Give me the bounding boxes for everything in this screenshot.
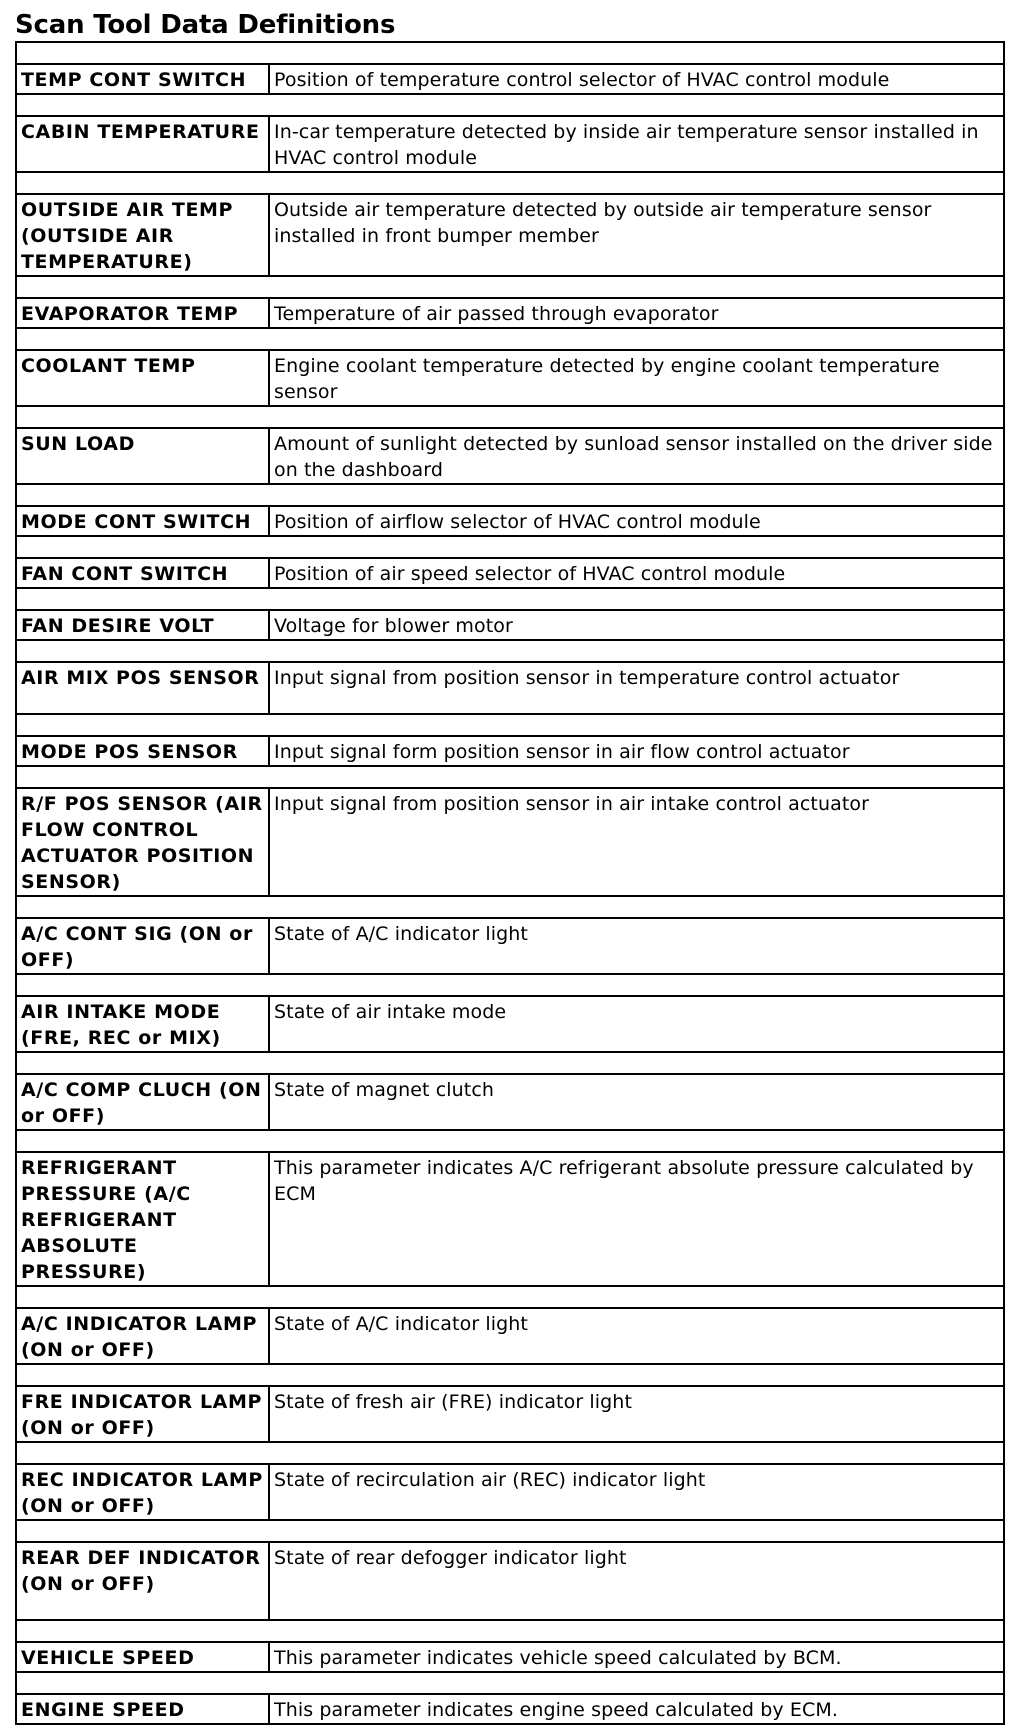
spacer-row (16, 1442, 1004, 1464)
table-row (16, 1694, 1004, 1724)
definition-cell: State of A/C indicator light (269, 918, 1004, 974)
spacer-row (16, 1052, 1004, 1074)
definition-cell: Input signal from position sensor in temperature control actuator (269, 662, 1004, 714)
spacer-row (16, 172, 1004, 194)
spacer-row (16, 588, 1004, 610)
spacer-row (16, 896, 1004, 918)
table-row (16, 788, 1004, 896)
definition-cell: Voltage for blower motor (269, 610, 1004, 640)
page-title: Scan Tool Data Definitions (15, 10, 396, 40)
definition-cell: State of fresh air (FRE) indicator light (269, 1386, 1004, 1442)
table-row (16, 558, 1004, 588)
definition-cell: State of A/C indicator light (269, 1308, 1004, 1364)
table-row (16, 116, 1004, 172)
definitions-table (15, 41, 1005, 1725)
term-cell: AIR MIX POS SENSOR (16, 662, 269, 714)
definition-cell: Input signal form position sensor in air flow control actuator (269, 736, 1004, 766)
table-row (16, 662, 1004, 714)
table-row (16, 996, 1004, 1052)
term-cell: MODE CONT SWITCH (16, 506, 269, 536)
term-cell: COOLANT TEMP (16, 350, 269, 406)
table-row (16, 1642, 1004, 1672)
table-row (16, 1386, 1004, 1442)
term-cell: ENGINE SPEED (16, 1694, 269, 1724)
term-cell: REAR DEF INDICATOR (ON or OFF) (16, 1542, 269, 1620)
term-cell: VEHICLE SPEED (16, 1642, 269, 1672)
spacer-row (16, 1364, 1004, 1386)
definition-cell: Outside air temperature detected by outside air temperature sensor installed in front bumper member (269, 194, 1004, 276)
definition-cell: State of magnet clutch (269, 1074, 1004, 1130)
spacer-row (16, 1286, 1004, 1308)
table-row (16, 610, 1004, 640)
spacer-row (16, 1520, 1004, 1542)
term-cell: REC INDICATOR LAMP (ON or OFF) (16, 1464, 269, 1520)
spacer-row (16, 42, 1004, 64)
term-cell: FAN DESIRE VOLT (16, 610, 269, 640)
spacer-row (16, 766, 1004, 788)
spacer-row (16, 1672, 1004, 1694)
table-row (16, 428, 1004, 484)
spacer-row (16, 276, 1004, 298)
spacer-row (16, 536, 1004, 558)
table-row (16, 350, 1004, 406)
table-row (16, 1542, 1004, 1620)
definition-cell: This parameter indicates vehicle speed calculated by BCM. (269, 1642, 1004, 1672)
definition-cell: State of rear defogger indicator light (269, 1542, 1004, 1620)
spacer-row (16, 974, 1004, 996)
table-row (16, 1152, 1004, 1286)
term-cell: A/C COMP CLUCH (ON or OFF) (16, 1074, 269, 1130)
table-row (16, 64, 1004, 94)
definition-cell: Engine coolant temperature detected by engine coolant temperature sensor (269, 350, 1004, 406)
term-cell: REFRIGERANT PRESSURE (A/C REFRIGERANT ABSOLUTE PRESSURE) (16, 1152, 269, 1286)
term-cell: CABIN TEMPERATURE (16, 116, 269, 172)
table-row (16, 298, 1004, 328)
definition-cell: State of recirculation air (REC) indicator light (269, 1464, 1004, 1520)
term-cell: AIR INTAKE MODE (FRE, REC or MIX) (16, 996, 269, 1052)
table-row (16, 918, 1004, 974)
term-cell: MODE POS SENSOR (16, 736, 269, 766)
definition-cell: In-car temperature detected by inside air temperature sensor installed in HVAC control module (269, 116, 1004, 172)
definition-cell: State of air intake mode (269, 996, 1004, 1052)
spacer-row (16, 94, 1004, 116)
spacer-row (16, 640, 1004, 662)
table-row (16, 736, 1004, 766)
spacer-row (16, 714, 1004, 736)
definition-cell: Position of air speed selector of HVAC control module (269, 558, 1004, 588)
term-cell: A/C CONT SIG (ON or OFF) (16, 918, 269, 974)
table-row (16, 1074, 1004, 1130)
definition-cell: This parameter indicates engine speed calculated by ECM. (269, 1694, 1004, 1724)
definition-cell: Input signal from position sensor in air intake control actuator (269, 788, 1004, 896)
definition-cell: Position of airflow selector of HVAC control module (269, 506, 1004, 536)
term-cell: R/F POS SENSOR (AIR FLOW CONTROL ACTUATOR POSITION SENSOR) (16, 788, 269, 896)
term-cell: SUN LOAD (16, 428, 269, 484)
term-cell: A/C INDICATOR LAMP (ON or OFF) (16, 1308, 269, 1364)
table-row (16, 1308, 1004, 1364)
spacer-row (16, 406, 1004, 428)
term-cell: FRE INDICATOR LAMP (ON or OFF) (16, 1386, 269, 1442)
term-cell: EVAPORATOR TEMP (16, 298, 269, 328)
term-cell: FAN CONT SWITCH (16, 558, 269, 588)
definition-cell: This parameter indicates A/C refrigerant absolute pressure calculated by ECM (269, 1152, 1004, 1286)
definition-cell: Position of temperature control selector of HVAC control module (269, 64, 1004, 94)
spacer-row (16, 1130, 1004, 1152)
spacer-row (16, 328, 1004, 350)
definition-cell: Temperature of air passed through evaporator (269, 298, 1004, 328)
spacer-row (16, 484, 1004, 506)
definition-cell: Amount of sunlight detected by sunload sensor installed on the driver side on the dashboard (269, 428, 1004, 484)
table-row (16, 194, 1004, 276)
table-row (16, 1464, 1004, 1520)
term-cell: OUTSIDE AIR TEMP (OUTSIDE AIR TEMPERATURE) (16, 194, 269, 276)
table-row (16, 506, 1004, 536)
spacer-row (16, 1620, 1004, 1642)
term-cell: TEMP CONT SWITCH (16, 64, 269, 94)
